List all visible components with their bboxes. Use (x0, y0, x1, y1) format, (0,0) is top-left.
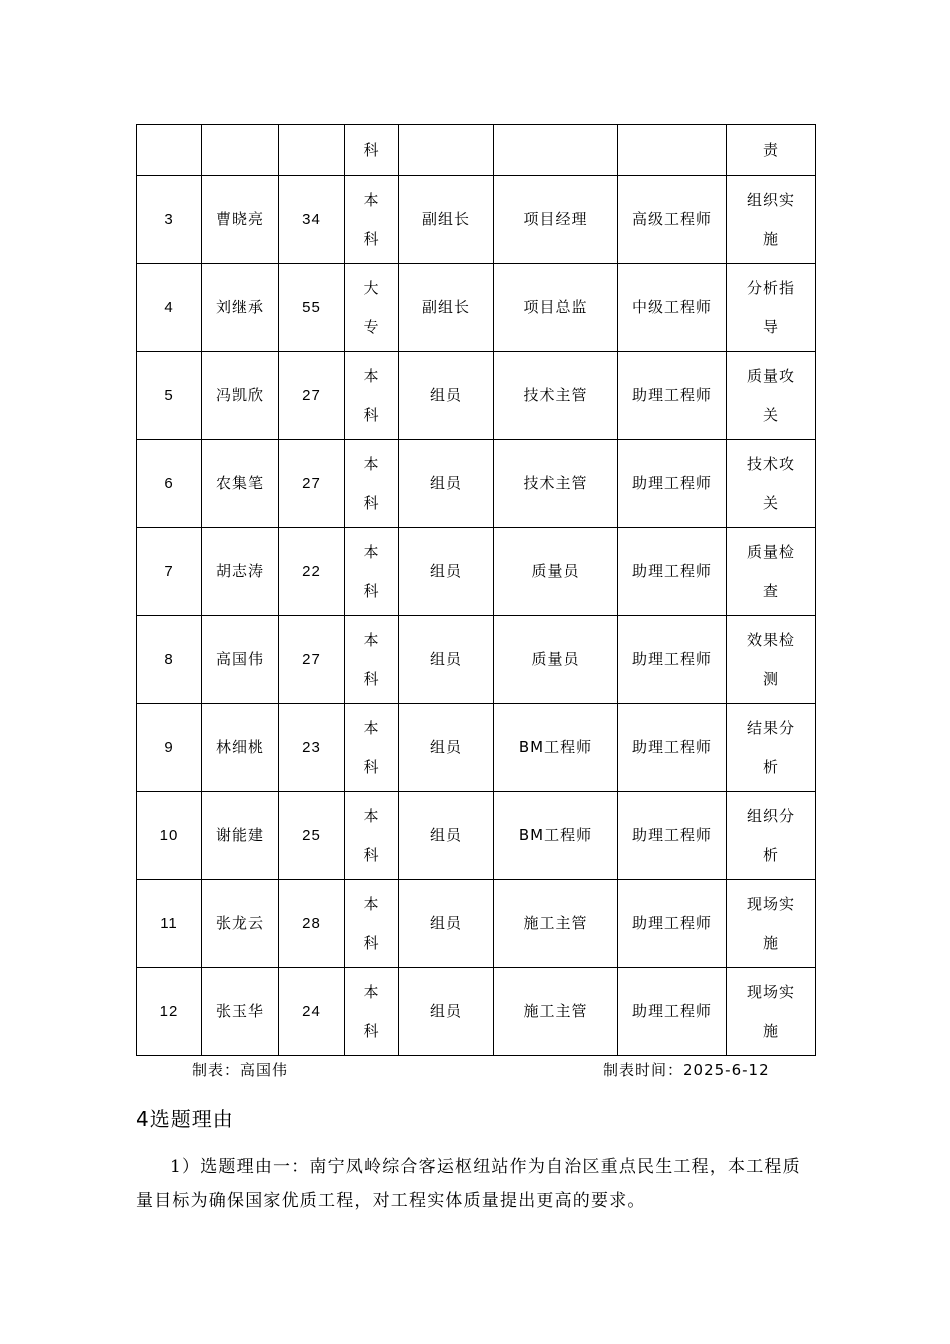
cell-no: 10 (137, 792, 202, 880)
cell-edu (345, 880, 399, 968)
cell-position: 质量员 (494, 616, 618, 704)
cell-edu (345, 616, 399, 704)
table-date: 制表时间：2025-6-12 (603, 1061, 770, 1079)
cell-position: 技术主管 (494, 352, 618, 440)
cell-edu-line: 专 (363, 317, 380, 336)
table-row-continued (137, 125, 816, 176)
cell-edu-line: 科 (363, 757, 380, 776)
cell-role: 组员 (399, 968, 494, 1056)
cell-duty-line: 施 (762, 1021, 779, 1040)
cell-edu-line: 科 (363, 229, 380, 248)
cell-name: 冯凯欣 (202, 352, 279, 440)
cell-position: 项目经理 (494, 176, 618, 264)
cell-no (137, 125, 202, 176)
cell-edu-line: 科 (363, 405, 380, 424)
cell-edu-line: 本 (363, 982, 380, 1001)
cell-age: 34 (279, 176, 345, 264)
cell-edu (345, 792, 399, 880)
cell-duty-line: 结果分 (746, 718, 795, 737)
cell-duty-line: 组织实 (746, 190, 795, 209)
cell-age: 27 (279, 440, 345, 528)
cell-title (618, 125, 727, 176)
cell-position (494, 125, 618, 176)
cell-duty-line: 关 (762, 493, 779, 512)
cell-edu: 科 (345, 125, 399, 176)
cell-name: 张玉华 (202, 968, 279, 1056)
cell-name: 刘继承 (202, 264, 279, 352)
cell-duty-line: 关 (762, 405, 779, 424)
cell-duty (727, 968, 816, 1056)
table-row (137, 528, 816, 616)
cell-name: 胡志涛 (202, 528, 279, 616)
table-row (137, 968, 816, 1056)
cell-duty-line: 施 (762, 933, 779, 952)
cell-duty-line: 现场实 (746, 894, 795, 913)
cell-duty-line: 施 (762, 229, 779, 248)
cell-duty (727, 792, 816, 880)
table-body (137, 125, 816, 1056)
team-members-table (136, 124, 816, 1056)
cell-position: 技术主管 (494, 440, 618, 528)
table-row (137, 616, 816, 704)
cell-duty (727, 528, 816, 616)
cell-edu-line: 本 (363, 806, 380, 825)
cell-name: 曹晓亮 (202, 176, 279, 264)
cell-duty-line: 析 (762, 757, 779, 776)
cell-name (202, 125, 279, 176)
cell-no: 12 (137, 968, 202, 1056)
cell-no: 4 (137, 264, 202, 352)
cell-position: 施工主管 (494, 880, 618, 968)
cell-duty-line: 测 (762, 669, 779, 688)
cell-edu-line: 本 (363, 894, 380, 913)
cell-edu-line: 科 (363, 1021, 380, 1040)
cell-edu-line: 科 (363, 581, 380, 600)
cell-role: 组员 (399, 352, 494, 440)
cell-edu-line: 科 (363, 933, 380, 952)
cell-duty (727, 176, 816, 264)
cell-name: 林细桃 (202, 704, 279, 792)
cell-title: 助理工程师 (618, 440, 727, 528)
cell-edu-line: 大 (363, 278, 380, 297)
table-row (137, 440, 816, 528)
cell-role (399, 125, 494, 176)
table-row (137, 880, 816, 968)
cell-edu-line: 科 (363, 493, 380, 512)
cell-duty-line: 组织分 (746, 806, 795, 825)
section-heading: 4选题理由 (136, 1107, 234, 1131)
cell-role: 组员 (399, 616, 494, 704)
cell-role: 副组长 (399, 264, 494, 352)
cell-duty: 责 (727, 125, 816, 176)
cell-role: 组员 (399, 880, 494, 968)
cell-edu-line: 科 (363, 845, 380, 864)
cell-no: 3 (137, 176, 202, 264)
cell-duty (727, 704, 816, 792)
cell-edu (345, 352, 399, 440)
cell-position: BM工程师 (494, 704, 618, 792)
cell-name: 张龙云 (202, 880, 279, 968)
cell-no: 5 (137, 352, 202, 440)
cell-duty-line: 析 (762, 845, 779, 864)
cell-title: 助理工程师 (618, 352, 727, 440)
cell-edu (345, 704, 399, 792)
cell-duty (727, 440, 816, 528)
cell-edu-line: 本 (363, 190, 380, 209)
cell-age: 28 (279, 880, 345, 968)
cell-age: 27 (279, 352, 345, 440)
cell-no: 6 (137, 440, 202, 528)
cell-edu-line: 本 (363, 366, 380, 385)
cell-title: 助理工程师 (618, 704, 727, 792)
cell-position: 项目总监 (494, 264, 618, 352)
cell-no: 7 (137, 528, 202, 616)
cell-edu-line: 本 (363, 630, 380, 649)
cell-title: 助理工程师 (618, 968, 727, 1056)
table-row (137, 176, 816, 264)
table-maker: 制表：高国伟 (192, 1061, 289, 1079)
cell-title: 助理工程师 (618, 528, 727, 616)
table-row (137, 792, 816, 880)
cell-age: 23 (279, 704, 345, 792)
cell-duty-line: 质量检 (746, 542, 795, 561)
cell-no: 11 (137, 880, 202, 968)
cell-duty-line: 质量攻 (746, 366, 795, 385)
cell-duty (727, 880, 816, 968)
cell-title: 助理工程师 (618, 792, 727, 880)
cell-title: 助理工程师 (618, 880, 727, 968)
cell-duty (727, 616, 816, 704)
cell-edu (345, 440, 399, 528)
cell-age: 55 (279, 264, 345, 352)
cell-edu-line: 本 (363, 454, 380, 473)
cell-duty (727, 352, 816, 440)
cell-age: 27 (279, 616, 345, 704)
cell-position: 质量员 (494, 528, 618, 616)
cell-duty-line: 现场实 (746, 982, 795, 1001)
section-paragraph: 1）选题理由一：南宁凤岭综合客运枢纽站作为自治区重点民生工程，本工程质量目标为确保国家优质工程，对工程实体质量提出更高的要求。 (136, 1157, 801, 1211)
cell-edu-line: 本 (363, 718, 380, 737)
cell-duty-line: 导 (762, 317, 779, 336)
cell-edu-line: 科 (363, 669, 380, 688)
cell-duty (727, 264, 816, 352)
cell-title: 高级工程师 (618, 176, 727, 264)
cell-duty-line: 效果检 (746, 630, 795, 649)
cell-role: 组员 (399, 704, 494, 792)
cell-position: BM工程师 (494, 792, 618, 880)
cell-duty-line: 技术攻 (746, 454, 795, 473)
cell-age: 24 (279, 968, 345, 1056)
cell-title: 助理工程师 (618, 616, 727, 704)
cell-role: 组员 (399, 792, 494, 880)
cell-duty-line: 查 (762, 581, 779, 600)
cell-edu-line: 本 (363, 542, 380, 561)
cell-edu (345, 176, 399, 264)
cell-age: 22 (279, 528, 345, 616)
table-row (137, 704, 816, 792)
cell-edu (345, 528, 399, 616)
cell-role: 组员 (399, 528, 494, 616)
cell-age (279, 125, 345, 176)
cell-role: 组员 (399, 440, 494, 528)
cell-edu (345, 968, 399, 1056)
cell-no: 9 (137, 704, 202, 792)
cell-title: 中级工程师 (618, 264, 727, 352)
cell-name: 谢能建 (202, 792, 279, 880)
table-row (137, 352, 816, 440)
cell-age: 25 (279, 792, 345, 880)
cell-role: 副组长 (399, 176, 494, 264)
cell-position: 施工主管 (494, 968, 618, 1056)
cell-edu (345, 264, 399, 352)
cell-name: 农集笔 (202, 440, 279, 528)
table-row (137, 264, 816, 352)
cell-no: 8 (137, 616, 202, 704)
cell-name: 高国伟 (202, 616, 279, 704)
cell-duty-line: 分析指 (746, 278, 795, 297)
